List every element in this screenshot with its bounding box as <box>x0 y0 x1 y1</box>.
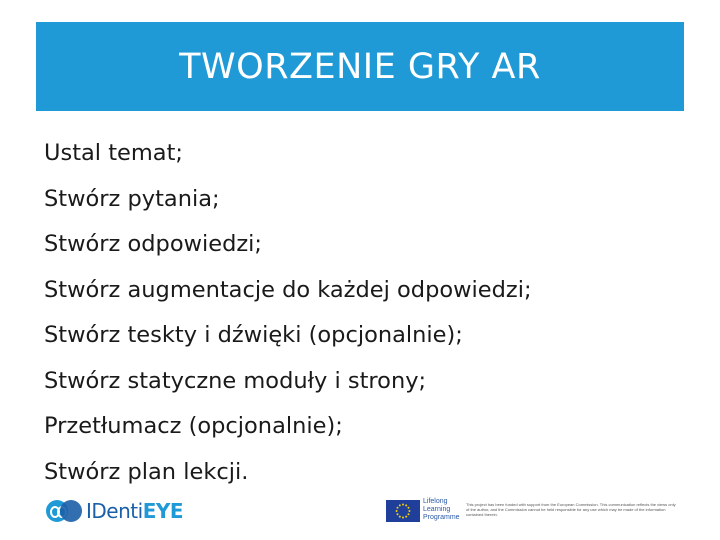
step-item: Stwórz augmentacje do każdej odpowiedzi; <box>44 276 532 303</box>
llp-line: Lifelong <box>423 498 448 505</box>
step-item: Stwórz teskty i dźwięki (opcjonalnie); <box>44 322 463 348</box>
logo-text-eye: EYE <box>142 499 183 523</box>
llp-line: Learning <box>423 506 451 513</box>
step-item: Ustal temat; <box>44 140 183 166</box>
step-item: Stwórz statyczne moduły i strony; <box>44 367 427 394</box>
footer <box>0 490 720 534</box>
step-item: Stwórz pytania; <box>44 185 220 212</box>
eu-flag-icon <box>386 500 420 522</box>
step-item: Przetłumacz (opcjonalnie); <box>44 413 343 439</box>
slide-title: TWORZENIE GRY AR <box>179 46 541 87</box>
title-bar <box>36 22 684 111</box>
step-item: Stwórz plan lekcji. <box>44 458 249 485</box>
steps-list <box>44 131 532 495</box>
logo-text-identi: IDenti <box>86 499 143 523</box>
identieye-logo <box>46 498 183 524</box>
llp-label <box>423 498 459 522</box>
eu-disclaimer: This project has been funded with support from the European Commission. This communication reflects the views only of the author, and the Commission cannot be held responsible for any use which may be made of the information contained therein. <box>466 502 676 517</box>
logo-accent-icon <box>60 500 82 522</box>
llp-line: Programme <box>423 514 460 521</box>
step-item: Stwórz odpowiedzi; <box>44 231 263 257</box>
